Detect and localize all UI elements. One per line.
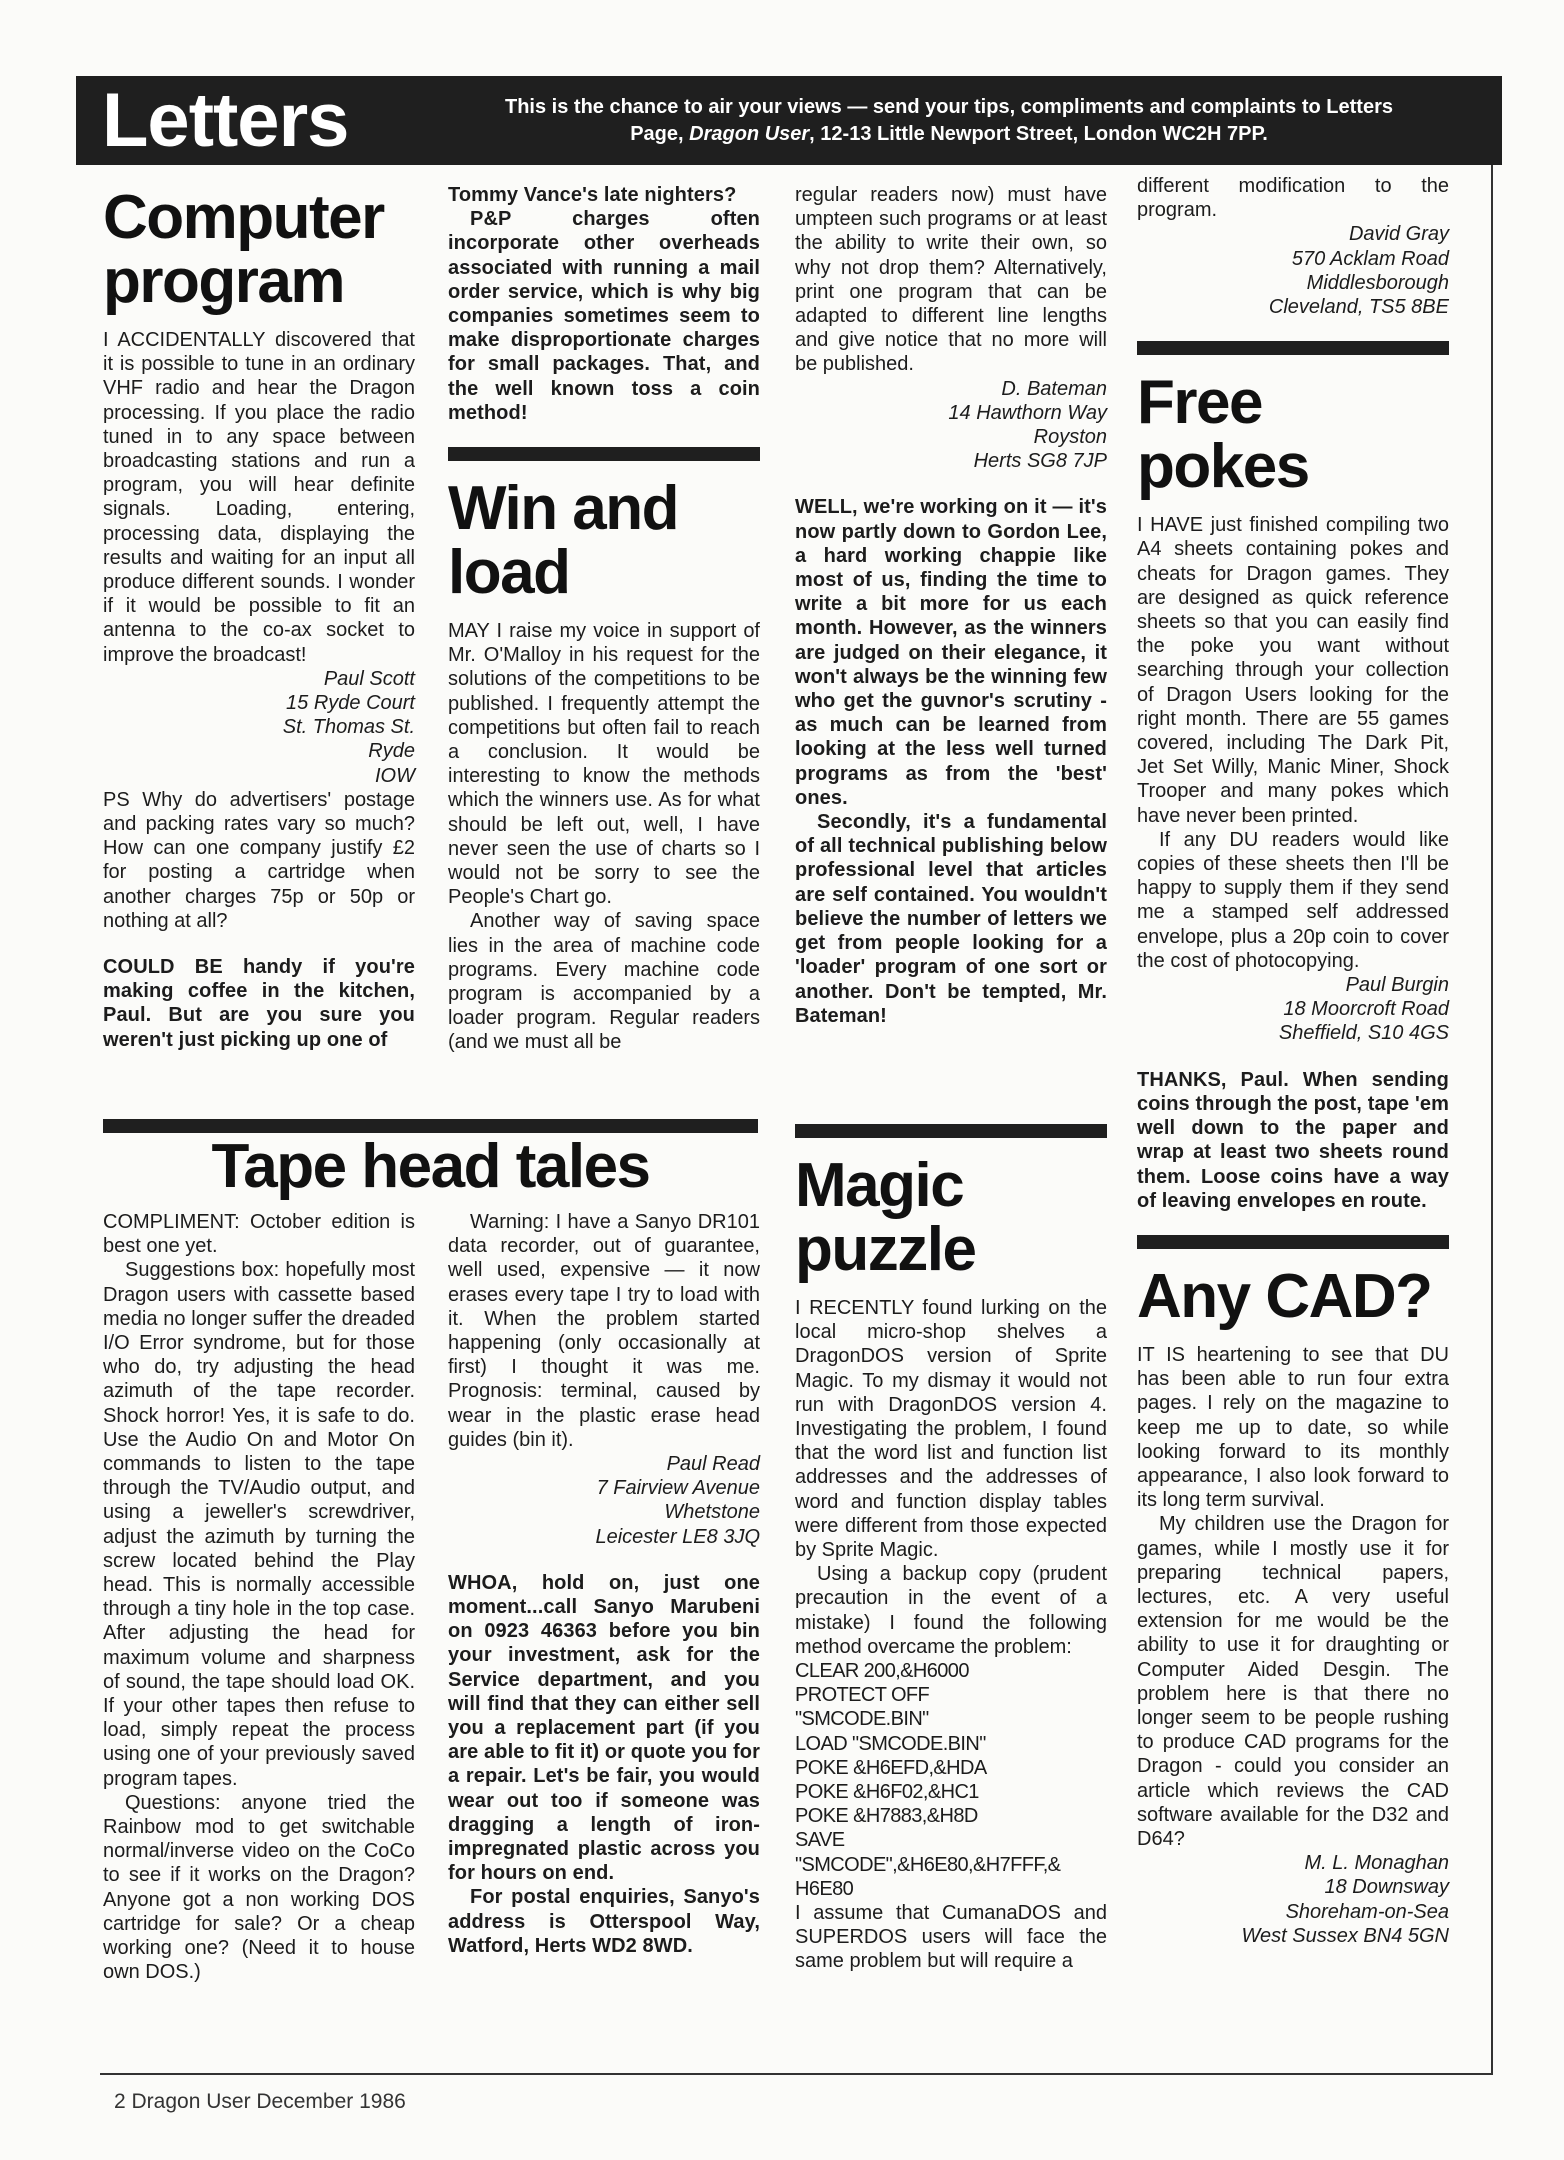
column-4 xyxy=(1137,174,1449,1948)
letter-paragraph: I HAVE just finished compiling two A4 sheets containing pokes and cheats for Dragon games. They are designed as quick reference sheets so that you can easily find the poke you want without searching through your collection of Dragon Users looking for the right month. There are 55 games covered, including The Dark Pit, Jet Set Willy, Manic Miner, Shock Trooper and many pokes which have never been printed. xyxy=(1137,514,1449,827)
signature-line: Paul Scott xyxy=(323,667,415,690)
frame-rule-right xyxy=(1491,165,1493,2075)
letter-paragraph: different modification to the program. xyxy=(1137,175,1449,222)
signature-line: Paul Read xyxy=(666,1453,760,1476)
signature-line: Cleveland, TS5 8BE xyxy=(1268,296,1449,319)
page-title: Letters xyxy=(102,78,349,163)
code-line: CLEAR 200,&H6000 xyxy=(795,1660,969,1683)
signature-line: 18 Moorcroft Road xyxy=(1283,998,1449,1021)
signature-address xyxy=(103,667,415,788)
code-line: POKE &H7883,&H8D xyxy=(795,1805,978,1828)
editor-reply: Secondly, it's a fundamental of all technical publishing below professional level that articles are self contained. You wouldn't believe the number of letters we get from people looking for a 'loader' program of one sort or another. Don't be tempted, Mr. Bateman! xyxy=(795,811,1107,1027)
section-divider-bar xyxy=(1137,1235,1449,1249)
signature-line: Paul Burgin xyxy=(1345,974,1449,997)
column-3-bottom xyxy=(795,1102,1107,1974)
letter-paragraph: I RECENTLY found lurking on the local micro-shop shelves a DragonDOS version of Sprite Magic. To my dismay it would not run with DragonDOS version 4. Investigating the problem, I found that the word list and function list addresses and the addresses of word and function display tables were different from those expected by Sprite Magic. xyxy=(795,1297,1107,1562)
signature-address xyxy=(1137,973,1449,1046)
signature-line: David Gray xyxy=(1348,223,1449,246)
column-2-top xyxy=(448,183,760,1055)
letter-paragraph: IT IS heartening to see that DU has been able to run four extra pages. I rely on the magazine to keep me up to date, so while looking forward to its monthly appearance, I also look forward to its long term survival. xyxy=(1137,1343,1449,1512)
letter-heading: Free pokes xyxy=(1137,368,1309,502)
letter-paragraph: Using a backup copy (prudent precaution in the event of a mistake) I found the following method overcame the problem: xyxy=(795,1563,1107,1658)
editor-reply: Tommy Vance's late nighters? xyxy=(448,184,737,206)
intro-address: , 12-13 Little Newport Street, London WC2H 7PP. xyxy=(809,123,1268,145)
letter-paragraph: My children use the Dragon for games, while I mostly use it for preparing technical papers, lectures, etc. A very useful extension for me would be the ability to use it for draughting or Computer Aided Desgin. The problem here is that there no longer seem to be people rushing to produce CAD programs for the Dragon - could you consider an article which reviews the CAD software available for the D32 and D64? xyxy=(1137,1513,1449,1850)
letter-paragraph: regular readers now) must have umpteen such programs or at least the ability to write their own, so why not drop them? Alternatively, print one program that can be adapted to different line lengths and give notice that no more will be published. xyxy=(795,184,1107,376)
column-1-top xyxy=(103,180,415,1052)
signature-line: IOW xyxy=(375,764,415,787)
signature-line: Middlesborough xyxy=(1306,271,1449,294)
signature-line: St. Thomas St. xyxy=(282,716,415,739)
letter-heading: Computer program xyxy=(103,183,384,316)
editor-reply: WELL, we're working on it — it's now partly down to Gordon Lee, a hard working chappie like most of us, finding the time to write a bit more for us each month. However, as the winners are judged on their elegance, it won't always be the winning few who get the guvnor's scrutiny - as much can be learned from looking at the less well turned programs as from the 'best' ones. xyxy=(795,496,1107,809)
signature-line: West Sussex BN4 5GN xyxy=(1241,1924,1449,1947)
spacer xyxy=(1137,1046,1449,1068)
section-divider-bar xyxy=(448,447,760,461)
frame-rule-bottom xyxy=(100,2073,1493,2075)
code-line: "SMCODE",&H6E80,&H7FFF,& xyxy=(795,1853,1061,1876)
signature-line: 7 Fairview Avenue xyxy=(596,1477,760,1500)
code-line: PROTECT OFF xyxy=(795,1684,930,1707)
signature-line: 15 Ryde Court xyxy=(286,692,415,715)
letter-paragraph: COMPLIMENT: October edition is best one yet. xyxy=(103,1211,415,1258)
signature-address xyxy=(1137,1851,1449,1948)
code-line: "SMCODE.BIN" xyxy=(795,1708,929,1731)
editor-reply: P&P charges often incorporate other overheads associated with running a mail order service, which is why big companies sometimes seem to make disproportionate charges for small packages. That, and the well known toss a coin method! xyxy=(448,208,760,424)
intro-line-1: This is the chance to air your views — send your tips, compliments and complaints to Letters xyxy=(505,96,1393,118)
signature-line: M. L. Monaghan xyxy=(1304,1852,1449,1875)
signature-line: Ryde xyxy=(368,740,415,763)
letter-paragraph: Another way of saving space lies in the area of machine code programs. Every machine code program is accompanied by a loader program. Regular readers (and we must all be xyxy=(448,910,760,1054)
signature-line: Sheffield, S10 4GS xyxy=(1278,1022,1449,1045)
editor-reply: THANKS, Paul. When sending coins through the post, tape 'em well down to the paper and wrap at least two sheets round them. Loose coins have a way of leaving envelopes en route. xyxy=(1137,1068,1449,1212)
editor-reply: COULD BE handy if you're making coffee in the kitchen, Paul. But are you sure you weren't just picking up one of xyxy=(103,956,415,1051)
signature-address xyxy=(448,1452,760,1549)
signature-line: Royston xyxy=(1033,426,1107,449)
intro-pre: Page, xyxy=(630,123,690,145)
letters-header-band xyxy=(76,76,1502,165)
letter-paragraph: PS Why do advertisers' postage and packing rates vary so much? How can one company justify £2 for posting a cartridge when another charges 75p or 50p or nothing at all? xyxy=(103,788,415,932)
section-divider-bar xyxy=(795,1124,1107,1138)
signature-line: Whetstone xyxy=(664,1501,760,1524)
signature-line: Leicester LE8 3JQ xyxy=(595,1525,760,1548)
signature-address xyxy=(1137,222,1449,319)
page-footer: 2 Dragon User December 1986 xyxy=(114,2090,406,2113)
signature-line: D. Bateman xyxy=(1001,377,1107,400)
intro-magazine: Dragon User xyxy=(689,123,810,145)
letter-paragraph: If any DU readers would like copies of these sheets then I'll be happy to supply them if they send me a stamped self addressed envelope, plus a 20p coin to cover the cost of photocopying. xyxy=(1137,828,1449,972)
section-divider-bar xyxy=(1137,341,1449,355)
letter-paragraph: Suggestions box: hopefully most Dragon users with cassette based media no longer suffer the dreaded I/O Error syndrome, but for those who do, try adjusting the head azimuth of the tape recorder. Shock horror! Yes, it is safe to do. Use the Audio On and Motor On commands to listen to the tape through the TV/Audio output, and using a jeweller's screwdriver, adjust the azimuth by turning the screw located behind the Play head. This is normally accessible through a tiny hole in the top case. After adjusting the head for maximum volume and sharpness of sound, the tape should load OK. If your other tapes then refuse to load, simply repeat the process using one of your previously saved program tapes. xyxy=(103,1259,415,1790)
column-1-bottom xyxy=(103,1210,415,1985)
editor-reply: For postal enquiries, Sanyo's address is Otterspool Way, Watford, Herts WD2 8WD. xyxy=(448,1886,760,1957)
signature-line: 570 Acklam Road xyxy=(1291,247,1449,270)
signature-line: Shoreham-on-Sea xyxy=(1285,1900,1449,1923)
code-line: POKE &H6EFD,&HDA xyxy=(795,1756,987,1779)
editor-reply: WHOA, hold on, just one moment...call Sanyo Marubeni on 0923 46363 before you bin your investment, ask for the Service department, and you will find that they can either sell you a replacement part (if you are able to fit it) or quote you for a repair. Let's be fair, you would wear out too if someone was dragging a length of iron-impregnated plastic across you for hours on end. xyxy=(448,1571,760,1885)
section-divider-bar xyxy=(103,1119,758,1133)
signature-line: Herts SG8 7JP xyxy=(973,450,1107,473)
signature-line: 18 Downsway xyxy=(1324,1876,1449,1899)
signature-address xyxy=(795,377,1107,474)
code-line: SAVE xyxy=(795,1829,845,1852)
letter-paragraph: Warning: I have a Sanyo DR101 data recorder, out of guarantee, well used, expensive — it now erases every tape I try to load with it. When the problem started happening (only occasionally at first) I thought it was me. Prognosis: terminal, caused by wear in the plastic erase head guides (bin it). xyxy=(448,1211,760,1451)
code-line: H6E80 xyxy=(795,1877,854,1900)
heading-tape-head-tales: Tape head tales xyxy=(211,1132,650,1201)
letter-heading: Any CAD? xyxy=(1137,1261,1432,1331)
letter-heading: Win and load xyxy=(448,474,679,608)
letter-heading: Magic puzzle xyxy=(795,1151,976,1284)
spacer xyxy=(795,473,1107,495)
code-line: LOAD "SMCODE.BIN" xyxy=(795,1732,986,1755)
code-listing xyxy=(795,1659,1107,1901)
letter-paragraph: MAY I raise my voice in support of Mr. O'Malloy in his request for the solutions of the competitions to be published. I frequently attempt the competitions but often fail to reach a conclusion. It would be interesting to know the methods which the winners use. As for what should be left out, well, I have never seen the use of charts so I would not be sorry to see the People's Chart go. xyxy=(448,620,760,909)
column-3-top xyxy=(795,183,1107,1028)
spacer xyxy=(103,933,415,955)
code-line: POKE &H6F02,&HC1 xyxy=(795,1781,979,1804)
spacer xyxy=(448,1549,760,1571)
column-2-bottom xyxy=(448,1210,760,1958)
signature-line: 14 Hawthorn Way xyxy=(948,401,1107,424)
header-intro xyxy=(406,94,1492,148)
letter-paragraph: I assume that CumanaDOS and SUPERDOS users will face the same problem but will require a xyxy=(795,1902,1107,1973)
letter-paragraph: Questions: anyone tried the Rainbow mod to get switchable normal/inverse video on the CoCo to see if it works on the Dragon? Anyone got a non working DOS cartridge for sale? Or a cheap working one? (Need it to house own DOS.) xyxy=(103,1791,415,1984)
letter-paragraph: I ACCIDENTALLY discovered that it is possible to tune in an ordinary VHF radio and hear the Dragon processing. If you place the radio tuned in to any space between broadcasting stations and run a program, you will hear definite signals. Loading, entering, processing data, displaying the results and waiting for an input all produce different sounds. I wonder if it would be possible to fit an antenna to the co-ax socket to improve the broadcast! xyxy=(103,329,415,666)
